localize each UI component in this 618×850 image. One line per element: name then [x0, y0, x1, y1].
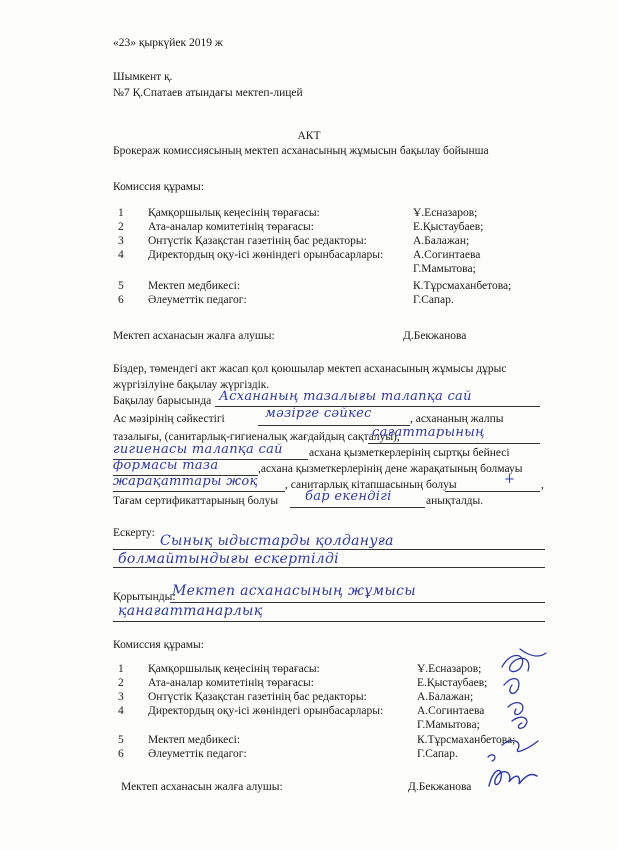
fill-line [445, 491, 540, 492]
member-num: 1 [118, 207, 124, 219]
member-num: 1 [118, 663, 124, 675]
member-role: Әлеуметтік педагог: [148, 294, 247, 306]
conclusion-label: Қорытынды: [113, 591, 176, 603]
handwritten-entry: гигиенасы талапқа сай [113, 442, 283, 457]
fill-line [368, 443, 540, 444]
member-num: 5 [118, 280, 124, 292]
receiver-name: Д.Бекжанова [408, 781, 472, 793]
commission-heading: Комиссия құрамы: [113, 639, 204, 651]
handwritten-entry: Асхананың тазалығы талапқа сай [219, 389, 472, 404]
fill-line [113, 549, 545, 550]
handwritten-entry: мәзірге сәйкес [265, 406, 372, 421]
member-num: 3 [118, 691, 124, 703]
member-name: Г.Сапар. [413, 294, 454, 306]
member-name: Е.Қыстаубаев; [413, 221, 484, 233]
body-text: , [541, 479, 544, 491]
body-label: Бақылау барысында [113, 395, 212, 407]
member-role: Онтүстік Қазақстан газетінің бас редакторы: [148, 691, 367, 703]
handwritten-entry: жарақаттары жоқ [113, 474, 258, 489]
body-label: Ас мәзірінің сәйкестігі [113, 413, 225, 425]
body-label: тазалығы, (санитарлық-гигиеналық жағдайдың сақталуы), [113, 431, 400, 443]
member-name: А.Согинтаева [417, 705, 485, 717]
member-role: Ата-аналар комитетінің төрағасы: [148, 221, 314, 233]
member-name: Г.Сапар. [417, 748, 458, 760]
body-text: ,асхана қызметкерлерінің дене жарақатының болмауы [258, 463, 523, 475]
handwritten-entry: сағаттарының [372, 425, 485, 440]
member-role: Қамқоршылық кеңесінің төрағасы: [148, 207, 320, 219]
handwritten-note: болмайтындығы ескертілді [118, 551, 339, 567]
body-text: асхана қызметкерлерінің сыртқы бейнесі [309, 447, 510, 459]
member-role: Директордың оқу-ісі жөніндегі орынбасарлары: [148, 249, 384, 261]
receiver-label: Мектеп асханасын жалға алушы: [113, 330, 275, 342]
member-name: Г.Мамытова; [417, 719, 480, 731]
member-num: 2 [118, 221, 124, 233]
member-name: К.Тұрсмаханбетова; [417, 734, 516, 746]
member-name: К.Тұрсмаханбетова; [413, 280, 512, 292]
member-name: Ұ.Есназаров; [413, 207, 478, 219]
member-role: Әлеуметтік педагог: [148, 748, 247, 760]
body-para-line: Біздер, төмендегі акт жасап қол қоюшылар мектеп асханасының жұмысы дұрыс [113, 363, 507, 375]
handwritten-note: Сынық ыдыстарды қолдануға [160, 533, 394, 549]
member-name: А.Согинтаева [413, 249, 481, 261]
member-role: Ата-аналар комитетінің төрағасы: [148, 677, 314, 689]
signature-icon [482, 645, 562, 775]
body-text: , асхананың жалпы [410, 413, 504, 425]
member-role: Онтүстік Қазақстан газетінің бас редакторы: [148, 235, 367, 247]
member-num: 2 [118, 677, 124, 689]
doc-title: АКТ [297, 130, 321, 142]
member-num: 3 [118, 235, 124, 247]
member-name: Г.Мамытова; [413, 263, 476, 275]
handwritten-conclusion: қанағаттанарлық [118, 603, 263, 619]
body-text: анықталды. [426, 495, 484, 507]
member-role: Мектеп медбикесі: [148, 734, 241, 746]
doc-subtitle: Брокераж комиссиясының мектеп асханасының жұмысын бақылау бойынша [113, 145, 489, 157]
body-text: , санитарлық кітапшасының болуы [285, 479, 457, 491]
fill-line [113, 491, 285, 492]
member-name: Ұ.Есназаров; [417, 663, 482, 675]
body-label: Тағам сертификаттарының болуы [113, 495, 279, 507]
fill-line [215, 406, 540, 407]
member-role: Қамқоршылық кеңесінің төрағасы: [148, 663, 320, 675]
fill-line [113, 621, 545, 622]
handwritten-entry: + [504, 472, 516, 487]
handwritten-conclusion: Мектеп асханасының жұмысы [172, 583, 416, 599]
member-num: 4 [118, 249, 124, 261]
member-name: А.Балажан; [413, 235, 470, 247]
city: Шымкент қ. [113, 71, 173, 83]
body-para-line: жүргізілуіне бақылау жүргіздік. [113, 379, 270, 391]
school-name: №7 Қ.Спатаев атындағы мектеп-лицей [113, 87, 303, 99]
member-name: Е.Қыстаубаев; [417, 677, 488, 689]
member-role: Директордың оқу-ісі жөніндегі орынбасарлары: [148, 705, 384, 717]
commission-heading: Комиссия құрамы: [113, 181, 204, 193]
fill-line [290, 507, 425, 508]
member-role: Мектеп медбикесі: [148, 280, 241, 292]
handwritten-entry: формасы таза [113, 458, 219, 473]
handwritten-entry: бар екендігі [305, 489, 392, 504]
member-num: 5 [118, 734, 124, 746]
member-num: 6 [118, 294, 124, 306]
fill-line [113, 567, 545, 568]
member-name: А.Балажан; [417, 691, 474, 703]
member-num: 4 [118, 705, 124, 717]
date: «23» қыркүйек 2019 ж [113, 37, 223, 49]
receiver-label: Мектеп асханасын жалға алушы: [121, 781, 283, 793]
note-label: Ескерту: [113, 527, 155, 539]
member-num: 6 [118, 748, 124, 760]
signature-icon [485, 762, 545, 792]
receiver-name: Д.Бекжанова [403, 330, 467, 342]
